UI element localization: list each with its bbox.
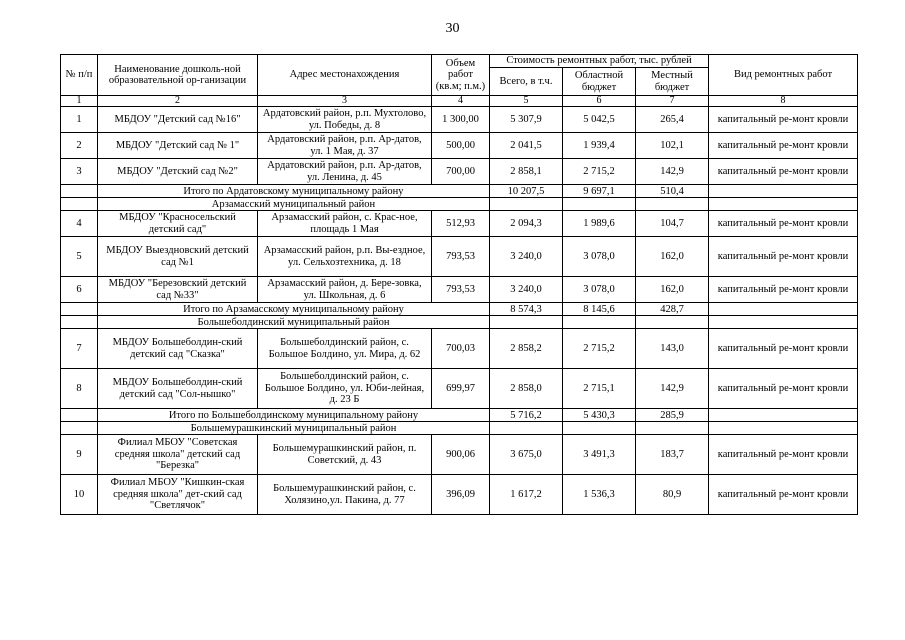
cell-volume: 793,53: [432, 277, 490, 303]
cell-name: Филиал МБОУ "Советская средняя школа" детский сад "Березка": [98, 435, 258, 475]
header-volume: Объем работ (кв.м; п.м.): [432, 55, 490, 96]
cell-name: МБДОУ "Березовский детский сад №33": [98, 277, 258, 303]
section-title: Большемурашкинский муниципальный район: [98, 422, 490, 435]
cell-work: капитальный ре-монт кровли: [709, 159, 858, 185]
cell-regional: 3 078,0: [563, 277, 636, 303]
cell-volume: 700,00: [432, 159, 490, 185]
cell-num: 2: [61, 133, 98, 159]
subtotal-label: Итого по Арзамасскому муниципальному району: [98, 303, 490, 316]
table-row: [61, 435, 858, 475]
table-row: [61, 211, 858, 237]
header-address: Адрес местонахождения: [258, 55, 432, 96]
cell-address: Арзамасский район, р.п. Вы-ездное, ул. Сельхозтехника, д. 18: [258, 237, 432, 277]
cell-num: [61, 185, 98, 198]
cell-total: 3 240,0: [490, 277, 563, 303]
header-row-1: [61, 55, 858, 68]
cell-regional: 1 989,6: [563, 211, 636, 237]
col-number: 3: [258, 96, 432, 107]
subtotal-row: [61, 185, 858, 198]
section-title-row: [61, 198, 858, 211]
cell-total: 3 675,0: [490, 435, 563, 475]
cell-total: 2 858,0: [490, 369, 563, 409]
cell-regional: 9 697,1: [563, 185, 636, 198]
cell-local: 285,9: [636, 409, 709, 422]
cell-num: 10: [61, 475, 98, 515]
cell-num: 3: [61, 159, 98, 185]
cell-total: 10 207,5: [490, 185, 563, 198]
cell-local: 102,1: [636, 133, 709, 159]
cell-regional: 5 430,3: [563, 409, 636, 422]
cell-work: капитальный ре-монт кровли: [709, 329, 858, 369]
table-row: [61, 329, 858, 369]
cell-volume: 699,97: [432, 369, 490, 409]
section-title-row: [61, 316, 858, 329]
cell-regional: 1 536,3: [563, 475, 636, 515]
cell-work: капитальный ре-монт кровли: [709, 277, 858, 303]
table-row: [61, 369, 858, 409]
header-num: № п/п: [61, 55, 98, 96]
cell-total: 5 307,9: [490, 107, 563, 133]
header-regional: Областной бюджет: [563, 68, 636, 96]
cell-num: [61, 422, 98, 435]
cell-num: 6: [61, 277, 98, 303]
cell-name: МБДОУ "Красносельский детский сад": [98, 211, 258, 237]
header-local: Местный бюджет: [636, 68, 709, 96]
cell-local: 142,9: [636, 159, 709, 185]
cell-name: Филиал МБОУ "Кишкин-ская средняя школа" дет-ский сад "Светлячок": [98, 475, 258, 515]
cell-regional: 3 491,3: [563, 435, 636, 475]
subtotal-row: [61, 409, 858, 422]
cell-work: [709, 409, 858, 422]
cell-num: [61, 316, 98, 329]
cell-total: 2 041,5: [490, 133, 563, 159]
cell-name: МБДОУ "Детский сад №2": [98, 159, 258, 185]
subtotal-label: Итого по Ардатовскому муниципальному району: [98, 185, 490, 198]
table-row: [61, 133, 858, 159]
cell-name: МБДОУ Большеболдин-ский детский сад "Сол-нышко": [98, 369, 258, 409]
section-title-row: [61, 422, 858, 435]
cell-num: 4: [61, 211, 98, 237]
section-title: Арзамасский муниципальный район: [98, 198, 490, 211]
cell-local: 162,0: [636, 237, 709, 277]
table-row: [61, 107, 858, 133]
cell-total: 8 574,3: [490, 303, 563, 316]
table-row: [61, 277, 858, 303]
cell-num: [61, 409, 98, 422]
subtotal-label: Итого по Большеболдинскому муниципальному району: [98, 409, 490, 422]
cell-num: 5: [61, 237, 98, 277]
cell-local: 162,0: [636, 277, 709, 303]
cell-local: 143,0: [636, 329, 709, 369]
cell-total: 1 617,2: [490, 475, 563, 515]
col-number: 5: [490, 96, 563, 107]
subtotal-row: [61, 303, 858, 316]
cell-work: капитальный ре-монт кровли: [709, 237, 858, 277]
cell-num: [61, 303, 98, 316]
cell-work: капитальный ре-монт кровли: [709, 435, 858, 475]
cell-regional: 8 145,6: [563, 303, 636, 316]
cell-volume: 396,09: [432, 475, 490, 515]
header-name: Наименование дошколь-ной образовательной ор-ганизации: [98, 55, 258, 96]
cell-work: капитальный ре-монт кровли: [709, 211, 858, 237]
cell-local: 80,9: [636, 475, 709, 515]
section-title: Большеболдинский муниципальный район: [98, 316, 490, 329]
cell-volume: 700,03: [432, 329, 490, 369]
cell-regional: 2 715,1: [563, 369, 636, 409]
cell-regional: 2 715,2: [563, 329, 636, 369]
col-number: 4: [432, 96, 490, 107]
cell-volume: 512,93: [432, 211, 490, 237]
cell-regional: 5 042,5: [563, 107, 636, 133]
cell-num: [61, 198, 98, 211]
cell-address: Ардатовский район, р.п. Ар-датов, ул. Ленина, д. 45: [258, 159, 432, 185]
cell-regional: 3 078,0: [563, 237, 636, 277]
cell-address: Большемурашкинский район, п. Советский, д. 43: [258, 435, 432, 475]
cell-local: 142,9: [636, 369, 709, 409]
cell-regional: 1 939,4: [563, 133, 636, 159]
cell-work: капитальный ре-монт кровли: [709, 369, 858, 409]
cell-work: [709, 185, 858, 198]
cell-local: 510,4: [636, 185, 709, 198]
cell-work: [709, 303, 858, 316]
header-cost: Стоимость ремонтных работ, тыс. рублей: [490, 55, 709, 68]
cell-address: Арзамасский район, с. Крас-ное, площадь 1 Мая: [258, 211, 432, 237]
cell-volume: 1 300,00: [432, 107, 490, 133]
cell-local: 428,7: [636, 303, 709, 316]
col-number: 8: [709, 96, 858, 107]
cell-volume: 500,00: [432, 133, 490, 159]
cell-name: МБДОУ "Детский сад №16": [98, 107, 258, 133]
cell-address: Большеболдинский район, с. Большое Болдино, ул. Мира, д. 62: [258, 329, 432, 369]
page-number: 30: [445, 21, 460, 36]
cell-num: 7: [61, 329, 98, 369]
cell-local: 104,7: [636, 211, 709, 237]
col-number: 2: [98, 96, 258, 107]
cell-name: МБДОУ Выездновский детский сад №1: [98, 237, 258, 277]
cell-volume: 793,53: [432, 237, 490, 277]
col-number: 6: [563, 96, 636, 107]
cell-name: МБДОУ "Детский сад № 1": [98, 133, 258, 159]
table-row: [61, 159, 858, 185]
cell-num: 9: [61, 435, 98, 475]
cell-num: 1: [61, 107, 98, 133]
cell-total: 5 716,2: [490, 409, 563, 422]
cell-total: 2 858,2: [490, 329, 563, 369]
cell-address: Ардатовский район, р.п. Ар-датов, ул. 1 Мая, д. 37: [258, 133, 432, 159]
table-row: [61, 237, 858, 277]
cell-num: 8: [61, 369, 98, 409]
cell-total: 2 858,1: [490, 159, 563, 185]
cell-total: 2 094,3: [490, 211, 563, 237]
cell-total: 3 240,0: [490, 237, 563, 277]
col-number: 7: [636, 96, 709, 107]
col-number: 1: [61, 96, 98, 107]
table-row: [61, 475, 858, 515]
cell-address: Ардатовский район, р.п. Мухтолово, ул. Победы, д. 8: [258, 107, 432, 133]
cell-name: МБДОУ Большеболдин-ский детский сад "Сказка": [98, 329, 258, 369]
header-work-type: Вид ремонтных работ: [709, 55, 858, 96]
cell-work: капитальный ре-монт кровли: [709, 475, 858, 515]
repair-costs-table: [60, 54, 858, 515]
cell-address: Большемурашкинский район, с. Холязино,ул. Пакина, д. 77: [258, 475, 432, 515]
cell-address: Большеболдинский район, с. Большое Болдино, ул. Юби-лейная, д. 23 Б: [258, 369, 432, 409]
cell-work: капитальный ре-монт кровли: [709, 107, 858, 133]
cell-regional: 2 715,2: [563, 159, 636, 185]
column-numbers-row: [61, 96, 858, 107]
cell-local: 265,4: [636, 107, 709, 133]
cell-local: 183,7: [636, 435, 709, 475]
cell-work: капитальный ре-монт кровли: [709, 133, 858, 159]
cell-address: Арзамасский район, д. Бере-зовка, ул. Школьная, д. 6: [258, 277, 432, 303]
header-total: Всего, в т.ч.: [490, 68, 563, 96]
cell-volume: 900,06: [432, 435, 490, 475]
